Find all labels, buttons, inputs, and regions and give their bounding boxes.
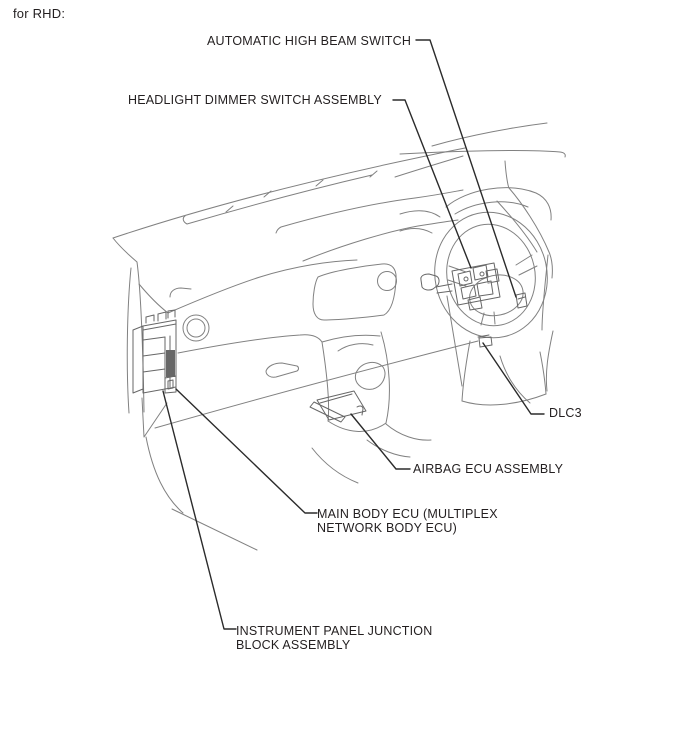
console-link-line [322, 335, 380, 342]
seat-arc-1 [546, 331, 553, 391]
junction-block-face-lines [143, 337, 165, 372]
vehicle-line-art [113, 123, 565, 550]
label-automatic-high-beam-switch: AUTOMATIC HIGH BEAM SWITCH [207, 34, 412, 48]
airbag-ecu-hook [357, 406, 363, 415]
left-slot [170, 288, 191, 297]
wheel-rim-inner [437, 216, 544, 334]
junction-block-connector [166, 350, 175, 377]
console-right [381, 332, 389, 423]
label-junction-block-line2: BLOCK ASSEMBLY [236, 638, 351, 652]
cowl-line [395, 156, 463, 177]
sill-line [146, 437, 257, 550]
dash-lower-edge [178, 335, 322, 353]
glovebox-handle [266, 363, 299, 377]
floor-line-mid [367, 440, 410, 457]
dash-face-seam [168, 260, 357, 313]
seat-arc-2 [500, 356, 530, 403]
airbag-ecu-flange [310, 402, 345, 422]
callout-lines [163, 40, 544, 629]
round-vent-inner [187, 319, 205, 337]
kick-panel [142, 398, 167, 437]
switch-screw-1 [464, 277, 468, 281]
column-right-edge [540, 352, 546, 394]
label-main-body-ecu-line2: NETWORK BODY ECU) [317, 521, 457, 535]
dash-left-edge [113, 238, 144, 412]
defroster-tick-2 [264, 191, 271, 197]
dash-mid-line [276, 190, 463, 233]
label-instrument-panel-junction-block [236, 624, 432, 652]
binnacle-outer [446, 188, 551, 220]
junction-block-drawing [133, 310, 176, 393]
column-bottom [462, 394, 546, 405]
console-bottom [328, 421, 386, 431]
cluster-gauge [378, 272, 397, 291]
dash-right-line-2 [400, 229, 432, 233]
defroster-slot [183, 171, 377, 224]
dash-left-corner [139, 284, 168, 313]
column-left-edge [462, 341, 470, 401]
callout-airbag-ecu [351, 414, 410, 469]
dash-left-inner [127, 268, 131, 413]
callout-automatic-high-beam-switch [416, 40, 516, 297]
airbag-ecu-drawing [310, 391, 366, 422]
switch-screw-2 [480, 272, 484, 276]
dash-right-line-1 [400, 211, 440, 217]
callout-main-body-ecu [176, 389, 317, 513]
cluster-hood-top [303, 220, 458, 261]
switch-stalk [436, 284, 452, 293]
label-junction-block-line1: INSTRUMENT PANEL JUNCTION [236, 624, 433, 638]
floor-line-right [386, 424, 431, 440]
door-edge [542, 255, 548, 330]
callout-headlight-dimmer-switch [393, 100, 471, 268]
junction-block-side [133, 326, 143, 393]
label-dlc3: DLC3 [549, 406, 582, 420]
console-top-line [338, 344, 373, 351]
label-main-body-ecu [317, 507, 498, 535]
roof-line [432, 123, 547, 146]
label-headlight-dimmer-switch-assembly: HEADLIGHT DIMMER SWITCH ASSEMBLY [128, 93, 382, 107]
floor-line-left [312, 448, 358, 483]
label-main-body-ecu-line1: MAIN BODY ECU (MULTIPLEX [317, 507, 498, 521]
variant-caption: for RHD: [13, 6, 66, 21]
label-airbag-ecu-assembly: AIRBAG ECU ASSEMBLY [413, 462, 564, 476]
